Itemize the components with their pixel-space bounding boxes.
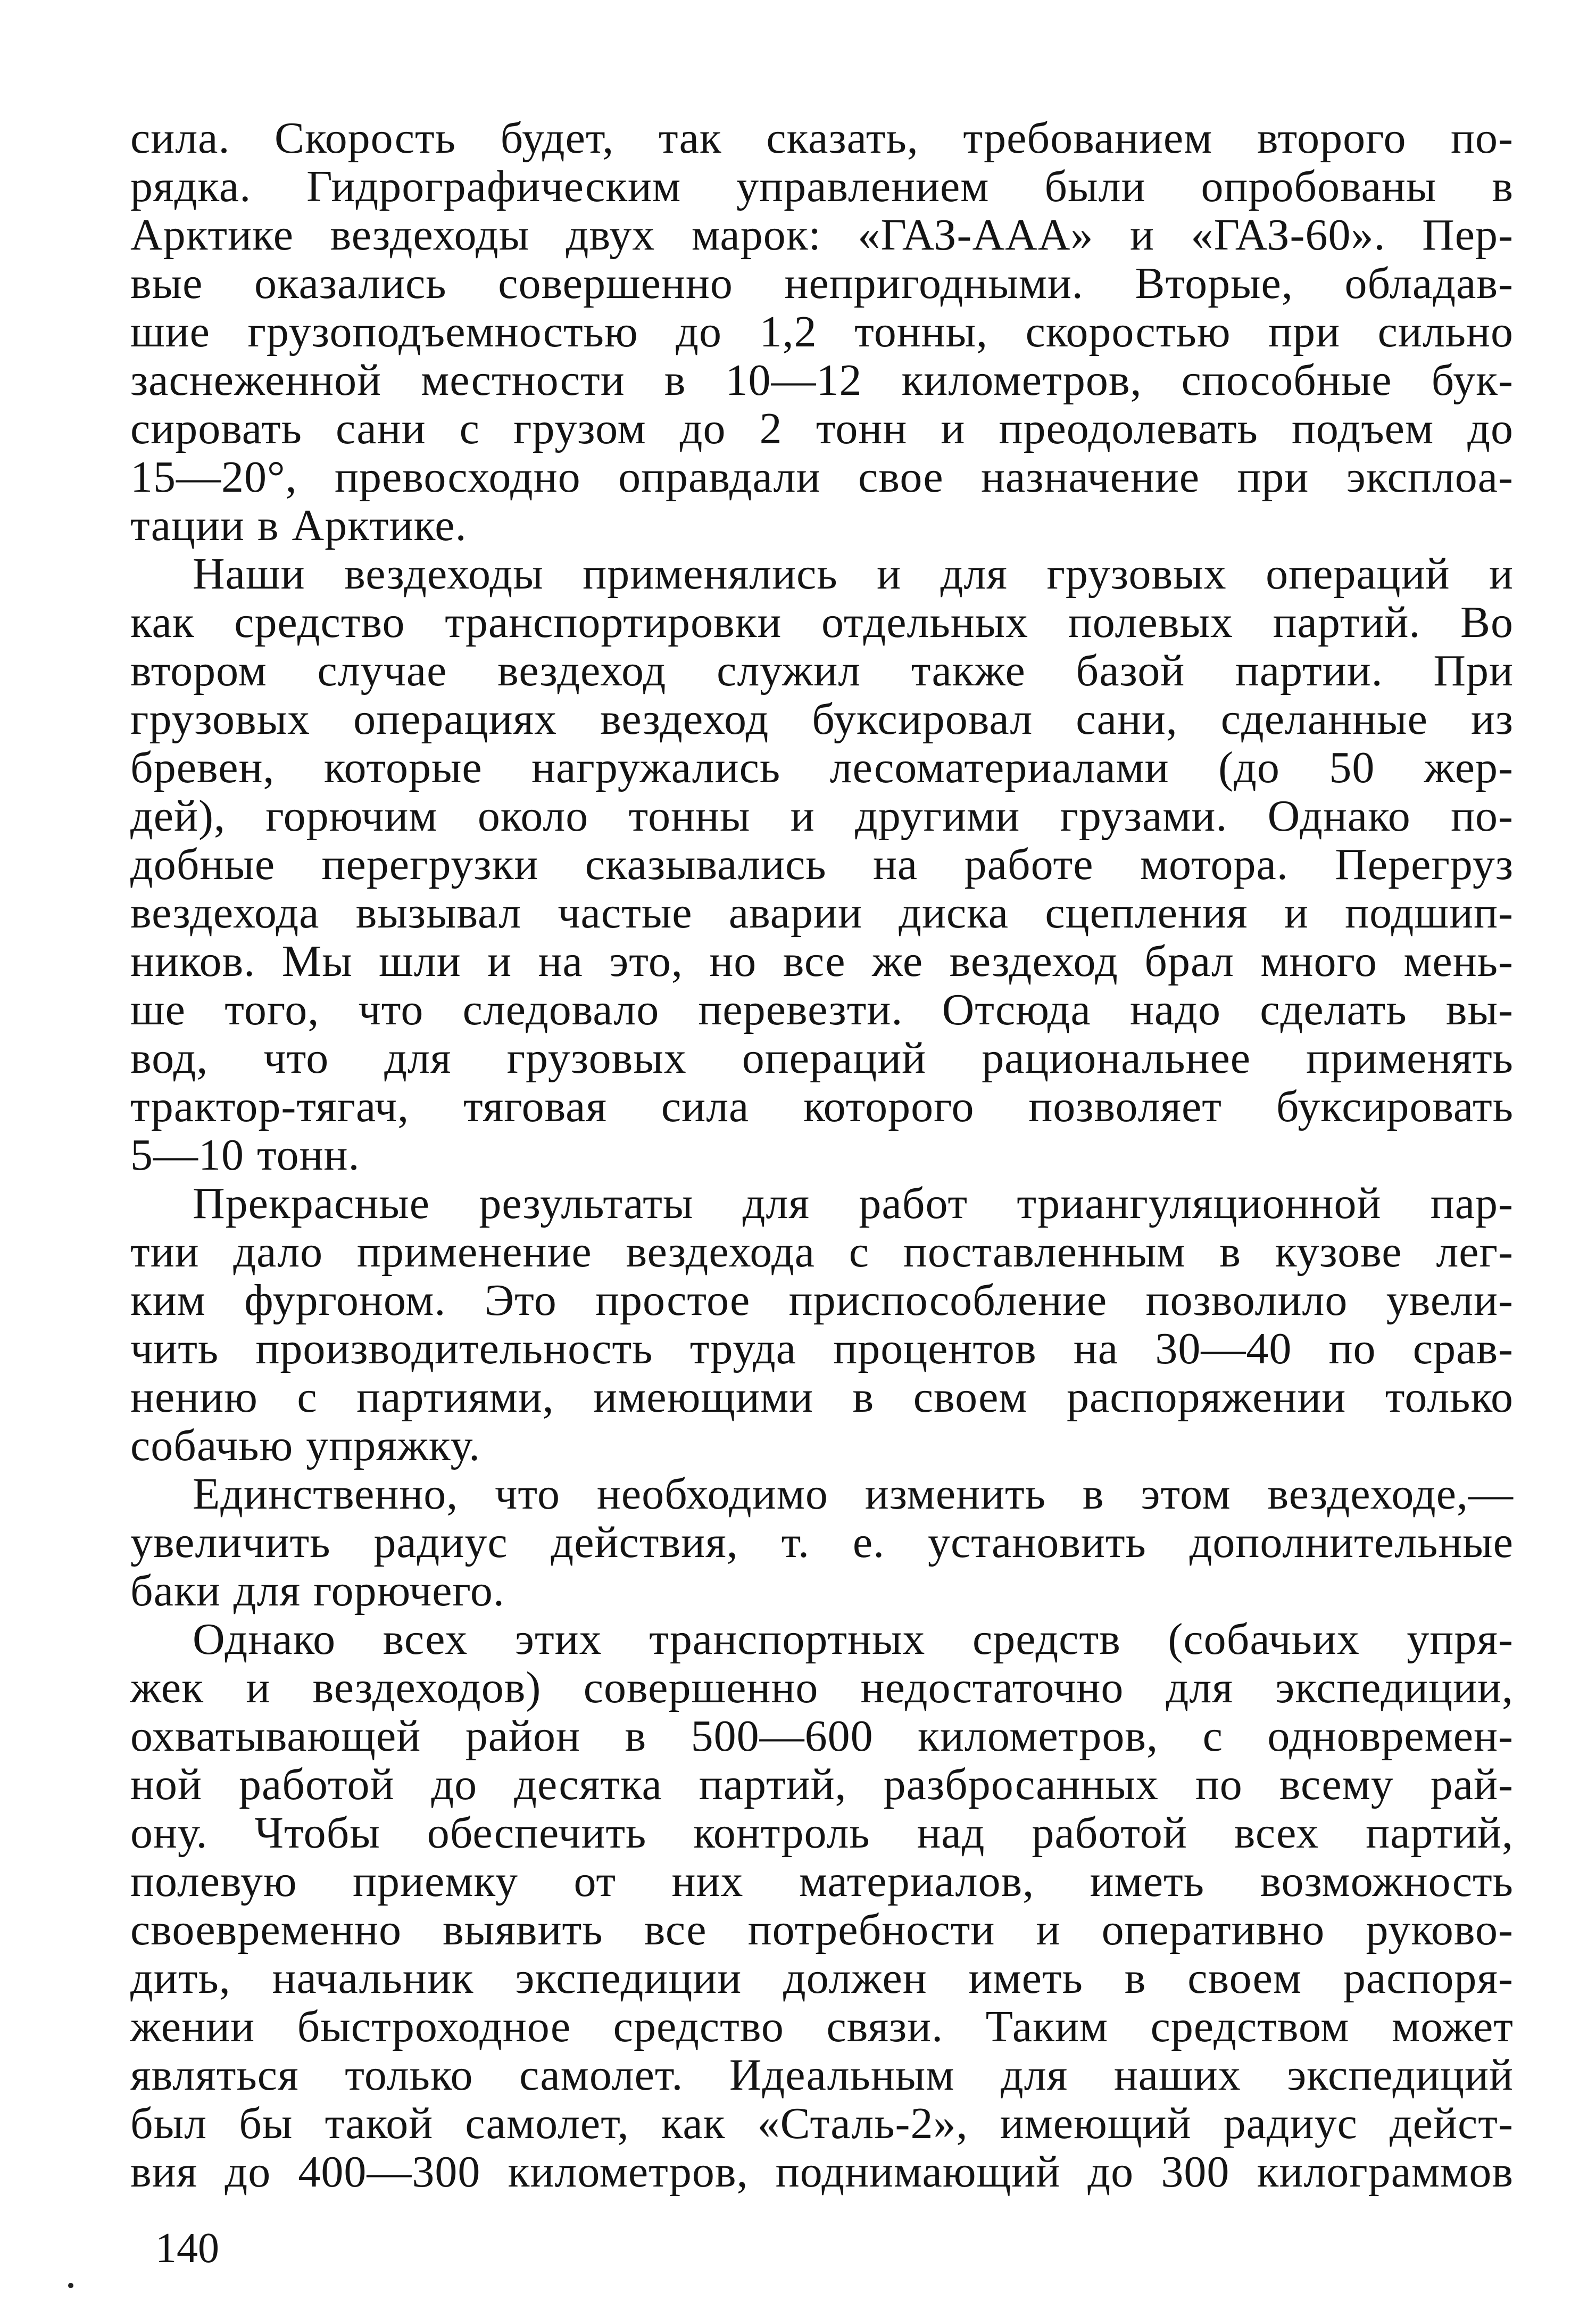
text-line: шие грузоподъемностью до 1,2 тонны, скоростью при сильно bbox=[130, 307, 1514, 357]
text-line: сила. Скорость будет, так сказать, требованием второго по- bbox=[130, 113, 1514, 163]
text-line: 15—20°, превосходно оправдали свое назначение при эксплоа- bbox=[130, 452, 1514, 502]
text-line: полевую приемку от них материалов, иметь возможность bbox=[130, 1857, 1514, 1906]
text-line: охватывающей район в 500—600 километров, с одновремен- bbox=[130, 1711, 1514, 1761]
text-line: нению с партиями, имеющими в своем распоряжении только bbox=[130, 1372, 1514, 1422]
text-line: добные перегрузки сказывались на работе мотора. Перегруз bbox=[130, 840, 1514, 889]
text-line: сировать сани с грузом до 2 тонн и преодолевать подъем до bbox=[130, 404, 1514, 453]
text-line: рядка. Гидрографическим управлением были опробованы в bbox=[130, 162, 1514, 211]
paragraph bbox=[130, 1615, 1514, 2196]
text-line: ше того, что следовало перевезти. Отсюда надо сделать вы- bbox=[130, 985, 1514, 1034]
text-line: Единственно, что необходимо изменить в этом вездеходе,— bbox=[193, 1469, 1514, 1519]
paragraph bbox=[130, 114, 1514, 550]
text-line: Арктике вездеходы двух марок: «ГАЗ-ААА» и «ГАЗ-60». Пер- bbox=[130, 210, 1514, 260]
text-line: увеличить радиус действия, т. е. установить дополнительные bbox=[130, 1518, 1514, 1567]
text-line: вия до 400—300 километров, поднимающий до 300 килограммов bbox=[130, 2147, 1514, 2197]
text-line: был бы такой самолет, как «Сталь-2», имеющий радиус дейст- bbox=[130, 2099, 1514, 2148]
text-line: Однако всех этих транспортных средств (собачьих упря- bbox=[193, 1614, 1514, 1664]
text-line: дей), горючим около тонны и другими грузами. Однако по- bbox=[130, 791, 1514, 841]
text-line: своевременно выявить все потребности и оперативно руково- bbox=[130, 1905, 1514, 1955]
text-line: 5—10 тонн. bbox=[130, 1130, 360, 1180]
text-line: грузовых операциях вездеход буксировал сани, сделанные из bbox=[130, 694, 1514, 744]
text-line: бревен, которые нагружались лесоматериалами (до 50 жер- bbox=[130, 743, 1514, 792]
text-line: Наши вездеходы применялись и для грузовых операций и bbox=[193, 549, 1514, 599]
text-line: заснеженной местности в 10—12 километров, способные бук- bbox=[130, 355, 1514, 405]
text-line: Прекрасные результаты для работ триангуляционной пар- bbox=[193, 1179, 1514, 1228]
text-line: ников. Мы шли и на это, но все же вездеход брал много мень- bbox=[130, 937, 1514, 986]
print-speck bbox=[68, 2283, 73, 2288]
paragraph bbox=[130, 550, 1514, 1179]
text-line: жек и вездеходов) совершенно недостаточно для экспедиции, bbox=[130, 1663, 1514, 1712]
text-line: ной работой до десятка партий, разбросанных по всему рай- bbox=[130, 1760, 1514, 1809]
text-line: дить, начальник экспедиции должен иметь в своем распоря- bbox=[130, 1953, 1514, 2003]
text-line: чить производительность труда процентов на 30—40 по срав- bbox=[130, 1324, 1514, 1373]
text-line: баки для горючего. bbox=[130, 1566, 505, 1616]
text-line: собачью упряжку. bbox=[130, 1421, 481, 1470]
paragraph bbox=[130, 1470, 1514, 1615]
text-line: тии дало применение вездехода с поставленным в кузове лег- bbox=[130, 1227, 1514, 1277]
text-line: как средство транспортировки отдельных полевых партий. Во bbox=[130, 598, 1514, 647]
text-line: жении быстроходное средство связи. Таким средством может bbox=[130, 2002, 1514, 2051]
text-line: вездехода вызывал частые аварии диска сцепления и подшип- bbox=[130, 888, 1514, 938]
text-line: тации в Арктике. bbox=[130, 501, 467, 550]
page-body bbox=[130, 114, 1514, 2196]
text-line: являться только самолет. Идеальным для наших экспедиций bbox=[130, 2050, 1514, 2100]
text-line: ким фургоном. Это простое приспособление позволило увели- bbox=[130, 1276, 1514, 1325]
text-line: вые оказались совершенно непригодными. Вторые, обладав- bbox=[130, 259, 1514, 308]
text-line: вод, что для грузовых операций рациональнее применять bbox=[130, 1033, 1514, 1083]
text-line: втором случае вездеход служил также базой партии. При bbox=[130, 646, 1514, 695]
text-line: трактор-тягач, тяговая сила которого позволяет буксировать bbox=[130, 1082, 1514, 1131]
page-number: 140 bbox=[155, 2225, 219, 2272]
paragraph bbox=[130, 1179, 1514, 1470]
text-line: ону. Чтобы обеспечить контроль над работой всех партий, bbox=[130, 1808, 1514, 1858]
